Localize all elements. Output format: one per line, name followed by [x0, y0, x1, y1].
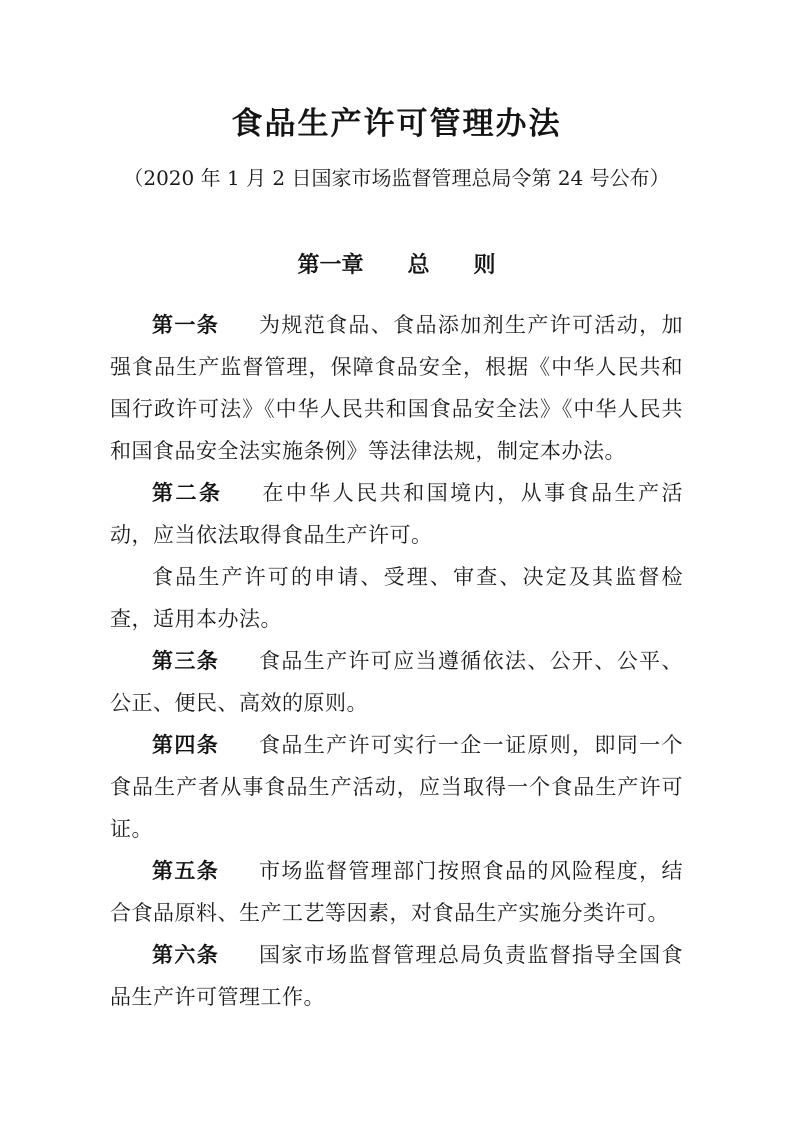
- chapter-heading: 第一章 总 则: [297, 253, 496, 278]
- article-text: 食品生产许可实行一企一证原则，即同一个食品生产者从事食品生产活动，应当取得一个食品生产许可证。: [110, 733, 684, 841]
- article-paragraph: [110, 556, 683, 640]
- article-paragraph: [110, 640, 683, 724]
- article-text: 为规范食品、食品添加剂生产许可活动，加强食品生产监督管理，保障食品安全，根据《中华人民共和国行政许可法》《中华人民共和国食品安全法》《中华人民共和国食品安全法实施条例》等法律法规，制定本办法。: [110, 313, 684, 463]
- article-text: 市场监督管理部门按照食品的风险程度，结合食品原料、生产工艺等因素，对食品生产实施分类许可。: [110, 859, 684, 925]
- article-text: 食品生产许可应当遵循依法、公开、公平、公正、便民、高效的原则。: [110, 649, 684, 715]
- article-number-label: 第二条: [152, 481, 223, 505]
- article-text: 食品生产许可的申请、受理、审查、决定及其监督检查，适用本办法。: [110, 565, 683, 631]
- article-text: 在中华人民共和国境内，从事食品生产活动，应当依法取得食品生产许可。: [110, 481, 684, 547]
- article-text: 国家市场监督管理总局负责监督指导全国食品生产许可管理工作。: [110, 943, 684, 1009]
- document-content: [0, 104, 793, 1018]
- document-title: 食品生产许可管理办法: [231, 106, 562, 142]
- publication-line: （2020 年 1 月 2 日国家市场监督管理总局令第 24 号公布）: [123, 166, 670, 190]
- article-number-label: 第一条: [152, 313, 220, 337]
- articles-section: [110, 304, 683, 1018]
- article-number-label: 第四条: [152, 733, 220, 757]
- article-paragraph: [110, 472, 683, 556]
- article-paragraph: [110, 934, 683, 1018]
- article-number-label: 第五条: [152, 859, 220, 883]
- article-number-label: 第三条: [152, 649, 220, 673]
- article-paragraph: [110, 304, 683, 472]
- article-paragraph: [110, 724, 683, 850]
- article-paragraph: [110, 850, 683, 934]
- article-number-label: 第六条: [152, 943, 220, 967]
